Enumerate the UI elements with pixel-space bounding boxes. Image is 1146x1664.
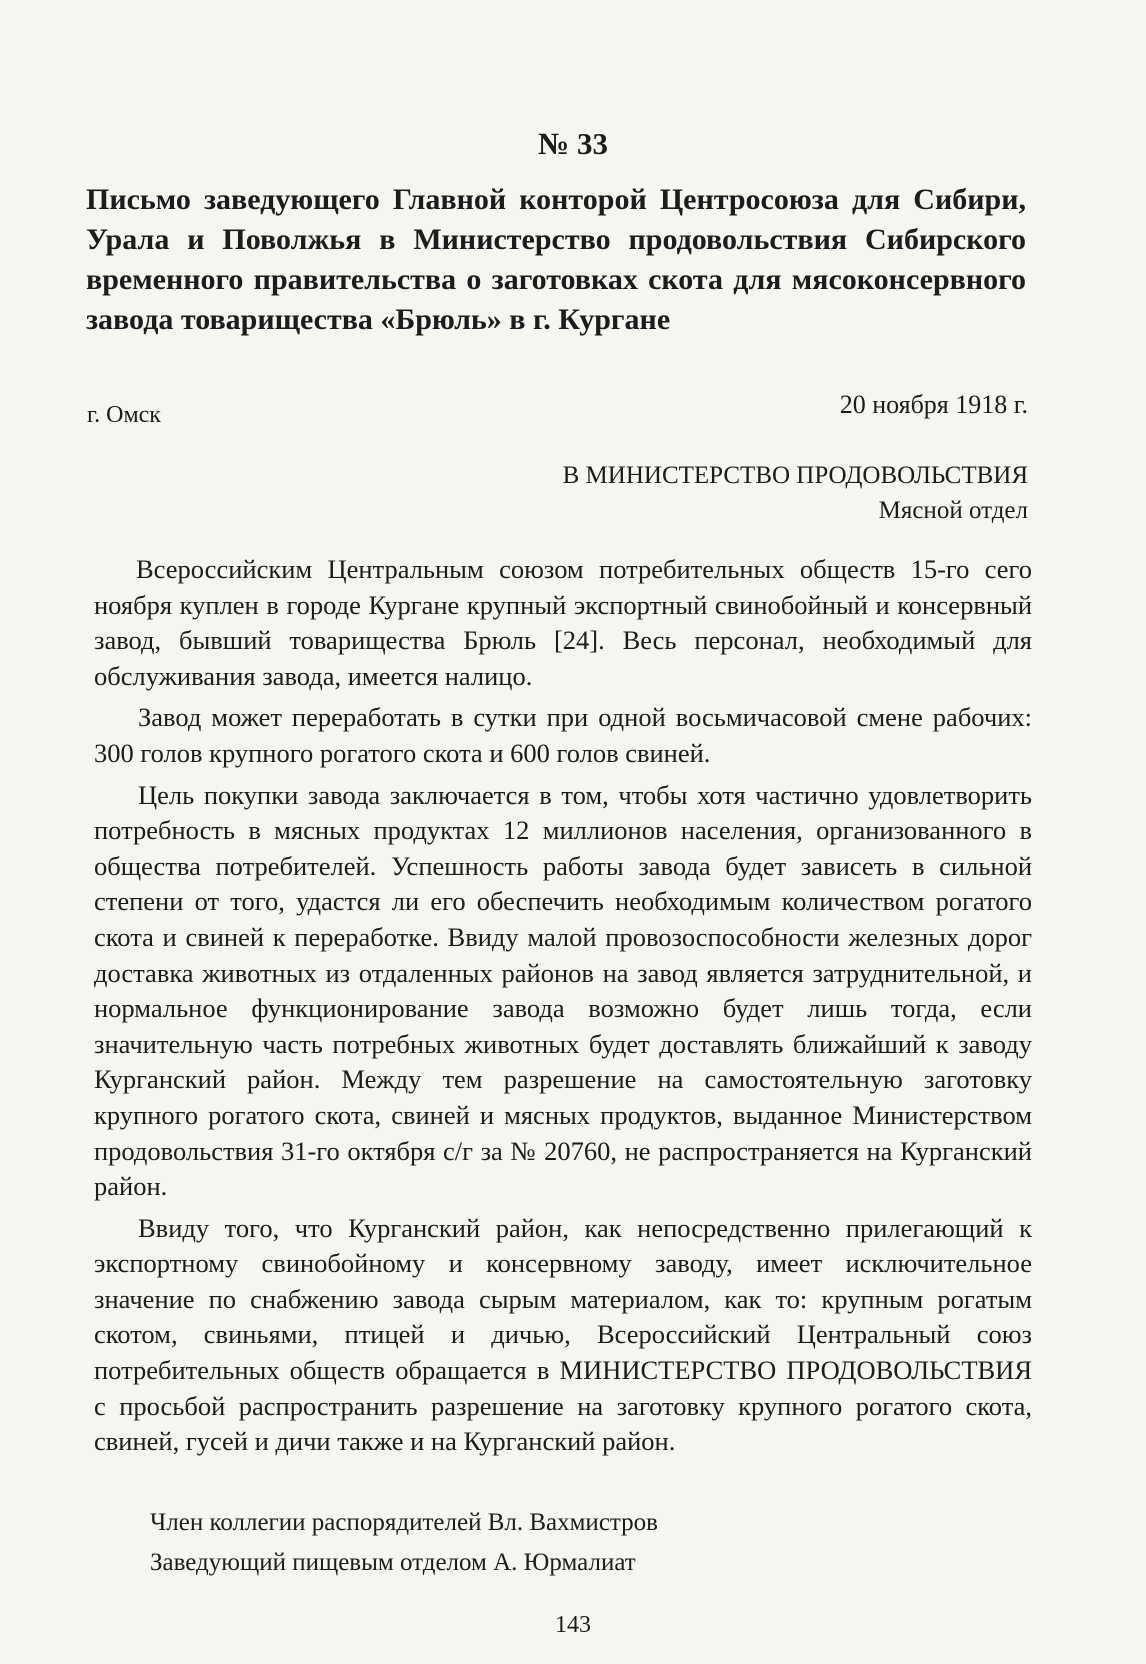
page-number: 143 <box>555 1612 591 1638</box>
addressee-block <box>428 458 1028 528</box>
body-paragraph: Ввиду того, что Курганский район, как непосредственно прилегающий к экспортному свинобойному и консервному заводу, имеет исключительное значение по снабжению завода сырым материалом, как то: крупным рогатым скотом, свиньями, птицей и дичью, Всероссийский Центральный союз потребительных обществ обращается в МИНИСТЕРСТВО ПРОДОВОЛЬСТВИЯ с просьбой распространить разрешение на заготовку крупного рогатого скота, свиней, гусей и дичи также и на Курганский район. <box>94 1212 1032 1457</box>
body-paragraph: Всероссийским Центральным союзом потребительных обществ 15-го сего ноября куплен в городе Кургане крупный экспортный свинобойный и консервный завод, бывший товарищества Брюль [24]. Весь персонал, необходимый для обслуживания завода, имеется налицо. <box>94 554 1032 691</box>
signature-line: Член коллегии распорядителей Вл. Вахмистров <box>150 1509 658 1536</box>
letter-body <box>94 552 1032 1466</box>
addressee-line: В МИНИСТЕРСТВО ПРОДОВОЛЬСТВИЯ <box>562 462 1028 489</box>
addressee-department: Мясной отдел <box>878 497 1028 524</box>
document-number: № 33 <box>538 126 608 161</box>
body-paragraph: Завод может переработать в сутки при одной восьмичасовой смене рабочих: 300 голов крупного рогатого скота и 600 голов свиней. <box>94 702 1032 768</box>
document-date: 20 ноября 1918 г. <box>839 390 1028 419</box>
signatures-block <box>150 1503 658 1583</box>
signature-line: Заведующий пищевым отделом А. Юрмалиат <box>150 1549 636 1576</box>
document-place: г. Омск <box>87 402 161 428</box>
body-paragraph: Цель покупки завода заключается в том, чтобы хотя частично удовлетворить потребность в мясных продуктах 12 миллионов населения, организованного в общества потребителей. Успешность работы завода будет зависеть в сильной степени от того, удастся ли его обеспечить необходимым количеством рогатого скота и свиней к переработке. Ввиду малой провозоспособности железных дорог доставка животных из отдаленных районов на завод является затруднительной, и нормальное функционирование завода возможно будет лишь тогда, если значительную часть потребных животных будет доставлять ближайший к заводу Курганский район. Между тем разрешение на самостоятельную заготовку крупного рогатого скота, свиней и мясных продуктов, выданное Министерством продовольствия 31-го октября с/г за № 20760, не распространяется на Курганский район. <box>94 779 1032 1202</box>
document-title: Письмо заведующего Главной конторой Центросоюза для Сибири, Урала и Поволжья в Министерство продовольствия Сибирского временного правительства о заготовках скота для мясоконсервного завода товарищества «Брюль» в г. Кургане <box>86 183 1026 336</box>
